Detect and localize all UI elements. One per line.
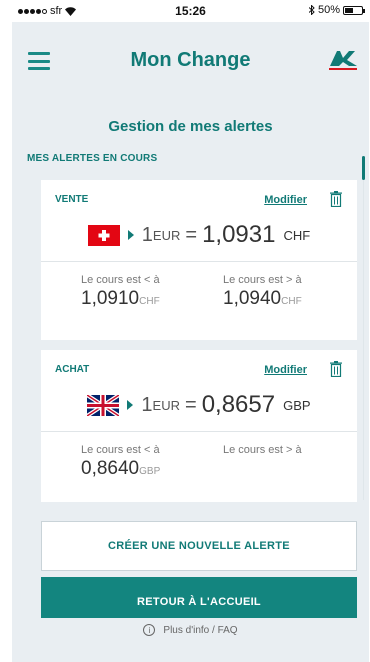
- lower-value: 0,8640: [81, 458, 140, 479]
- lower-currency: GBP: [139, 466, 161, 477]
- quote-currency: GBP: [283, 397, 311, 413]
- scroll-track: [363, 180, 364, 500]
- alert-card-achat: [41, 350, 357, 502]
- app-header: [12, 22, 369, 98]
- alert-card-vente: [41, 180, 357, 340]
- lower-label: Le cours est < à: [81, 444, 160, 456]
- divider: [41, 261, 357, 262]
- upper-currency: CHF: [281, 296, 302, 307]
- base-amount: 1: [141, 223, 153, 246]
- trash-icon[interactable]: [329, 361, 343, 377]
- carrier-name: sfr: [50, 5, 63, 17]
- uk-flag-icon: [87, 395, 119, 416]
- rate-row: [41, 218, 357, 252]
- trash-icon[interactable]: [329, 191, 343, 207]
- info-icon: i: [143, 624, 155, 636]
- bank-logo: [327, 46, 359, 72]
- modify-link[interactable]: Modifier: [264, 364, 307, 376]
- alert-type: VENTE: [55, 194, 89, 205]
- info-label: Plus d'info / FAQ: [163, 624, 238, 636]
- exchange-rate: 1,0931: [202, 221, 276, 248]
- base-amount: 1: [141, 393, 153, 416]
- upper-threshold: [223, 274, 302, 310]
- lower-currency: CHF: [139, 296, 160, 307]
- base-currency: EUR: [152, 397, 180, 413]
- battery-percent: 50%: [317, 4, 340, 16]
- upper-label: Le cours est > à: [223, 274, 302, 286]
- lower-threshold: [81, 274, 160, 310]
- back-home-button[interactable]: RETOUR À L'ACCUEIL: [41, 577, 357, 627]
- upper-threshold: [223, 444, 302, 458]
- bluetooth-icon: [309, 5, 315, 15]
- clock: 15:26: [175, 4, 206, 18]
- lower-value: 1,0910: [81, 288, 140, 309]
- caret-right-icon: [127, 400, 133, 410]
- lower-threshold: [81, 444, 160, 480]
- alert-type: ACHAT: [55, 364, 90, 375]
- equals-sign: =: [185, 393, 197, 416]
- divider: [41, 431, 357, 432]
- footer: [12, 618, 369, 662]
- modify-link[interactable]: Modifier: [264, 194, 307, 206]
- info-link[interactable]: [12, 624, 369, 636]
- swiss-flag-icon: [88, 225, 120, 246]
- exchange-rate: 0,8657: [201, 391, 276, 418]
- rate-row: [41, 388, 357, 422]
- upper-label: Le cours est > à: [223, 444, 302, 456]
- battery-status: [309, 4, 363, 16]
- scroll-indicator[interactable]: [362, 156, 365, 180]
- lower-label: Le cours est < à: [81, 274, 160, 286]
- create-alert-button[interactable]: CRÉER UNE NOUVELLE ALERTE: [41, 521, 357, 571]
- section-title: Gestion de mes alertes: [108, 118, 273, 135]
- section-subtitle: MES ALERTES EN COURS: [27, 153, 158, 164]
- status-bar: [12, 0, 369, 22]
- upper-value: 1,0940: [223, 288, 282, 309]
- app-screen: [12, 0, 369, 662]
- app-title: Mon Change: [130, 49, 251, 71]
- battery-icon: [343, 6, 363, 15]
- quote-currency: CHF: [283, 227, 311, 243]
- base-currency: EUR: [152, 227, 181, 243]
- equals-sign: =: [185, 223, 198, 246]
- caret-right-icon: [128, 230, 134, 240]
